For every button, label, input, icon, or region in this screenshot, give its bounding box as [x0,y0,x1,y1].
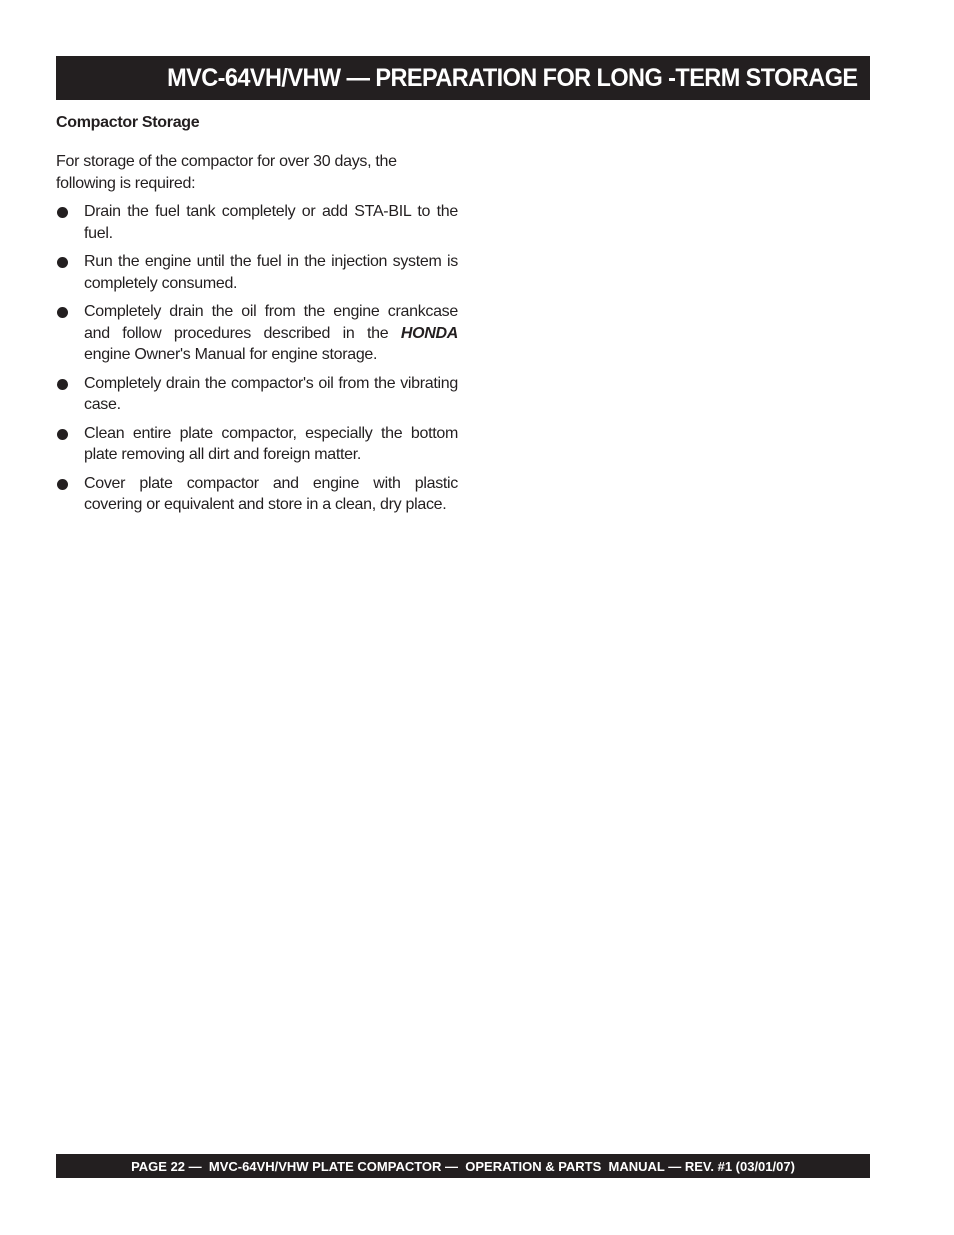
page-title: MVC-64VH/VHW — PREPARATION FOR LONG -TERM STORAGE [167,63,858,92]
page-footer: PAGE 22 — MVC-64VH/VHW PLATE COMPACTOR — OPERATION & PARTS MANUAL — REV. #1 (03/01/07) [131,1158,795,1174]
bullet-icon [57,429,68,440]
list-item-text-before: Completely drain the oil from the engine crankcase and follow procedures described in the [84,303,458,342]
bullet-icon [57,479,68,490]
storage-steps-list [56,201,458,516]
list-item [56,201,458,244]
list-item-text: Cover plate compactor and engine with plastic covering or equivalent and store in a clean, dry place. [84,474,458,513]
bullet-icon [57,379,68,390]
list-item [56,373,458,416]
page-footer-bar [56,1154,870,1178]
main-content [56,113,458,523]
section-heading: Compactor Storage [56,114,200,131]
list-item-text: Drain the fuel tank completely or add STA-BIL to the fuel. [84,203,458,242]
bullet-icon [57,207,68,218]
list-item-text: Clean entire plate compactor, especially the bottom plate removing all dirt and foreign matter. [84,424,458,463]
page-title-bar [56,56,870,100]
list-item-text-after: engine Owner's Manual for engine storage. [84,346,378,363]
bullet-icon [57,307,68,318]
intro-paragraph: For storage of the compactor for over 30 days, the following is required: [56,153,397,192]
list-item [56,301,458,366]
list-item [56,423,458,466]
list-item-text: Completely drain the compactor's oil from the vibrating case. [84,374,458,413]
list-item-text: Run the engine until the fuel in the injection system is completely consumed. [84,253,458,292]
brand-name: HONDA [400,324,458,342]
list-item [56,473,458,516]
list-item [56,251,458,294]
bullet-icon [57,257,68,268]
